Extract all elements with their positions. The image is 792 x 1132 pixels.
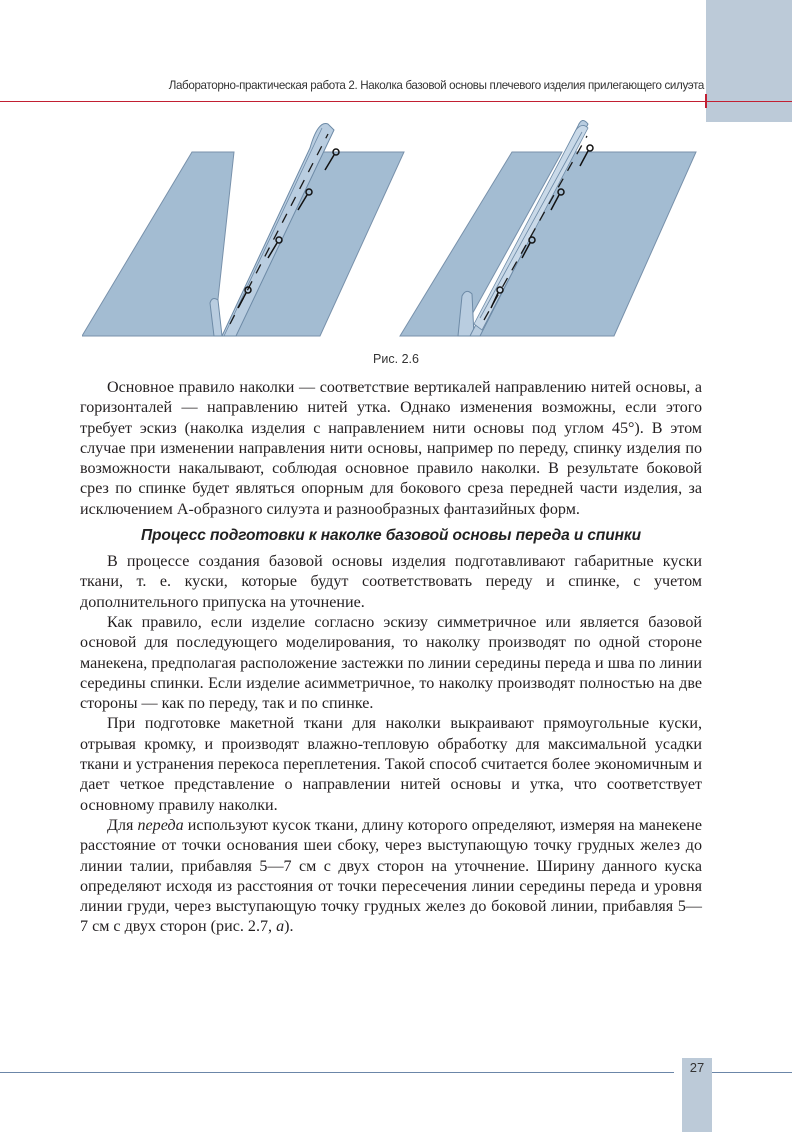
fabric-right-panel — [400, 120, 696, 336]
p5-start: Для — [107, 816, 138, 834]
figure-caption: Рис. 2.6 — [373, 352, 419, 366]
corner-tab — [706, 0, 792, 122]
section-heading: Процесс подготовки к наколке базовой основы переда и спинки — [140, 527, 642, 545]
fabric-left-panel — [82, 124, 404, 337]
page-number: 27 — [689, 1060, 705, 1075]
paragraph-3: Как правило, если изделие согласно эскизу симметричное или является базовой основой для последующего моделирования, то наколку производят по одной стороне манекена, предполагая расположение застежки по линии середины переда и шва по линии середины спинки. Если изделие асимметричное, то наколку производят полностью на две стороны — как по переду, так и по спинке. — [80, 613, 702, 713]
p5-end: ). — [284, 918, 294, 936]
body-text — [80, 378, 702, 938]
figure-2-6 — [82, 118, 702, 348]
header-tick — [705, 94, 707, 108]
p5-mid: используют кусок ткани, длину которого определяют, измеряя на манекене расстояние от точки основания шеи сбоку, через выступающую точку грудных желез до линии талии, прибавляя 5—7 см с двух сторон на уточнение. Ширину данного куска определяют исходя из расстояния от точки пересечения линии середины переда и уровня линии груди, через выступающую точку грудных желез до боковой линии, прибавляя 5—7 см с двух сторон (рис. 2.7, — [80, 816, 702, 936]
footer-rule-right — [712, 1072, 792, 1073]
header-rule — [0, 101, 706, 102]
paragraph-1: Основное правило наколки — соответствие вертикалей направлению нитей основы, а горизонталей — направлению нитей утка. Однако изменения возможны, если этого требует эскиз (наколка изделия с направлением нити основы под углом 45°). В этом случае при изменении направления нити основы, например по переду, спинку изделия по возможности накалывают, соблюдая основное правило наколки. В результате боковой срез по спинке будет являться опорным для бокового среза передней части изделия, за исключением А-образного силуэта и разнообразных фантазийных форм. — [80, 379, 702, 518]
p5-emphasis-2: а — [276, 918, 285, 936]
running-header: Лабораторно-практическая работа 2. Наколка базовой основы плечевого изделия прилегающего силуэта — [168, 79, 704, 92]
footer-rule — [0, 1072, 674, 1073]
paragraph-4: При подготовке макетной ткани для наколки выкраивают прямоугольные куски, отрывая кромку, и производят влажно-тепловую обработку для максимальной усадки ткани и устранения перекоса переплетения. Такой способ считается более экономичным и дает четкое представление о направлении нитей основы и утка, что соответствует основному правилу наколки. — [80, 715, 702, 814]
paragraph-5 — [80, 816, 702, 938]
header-rule-right — [706, 101, 792, 102]
p5-emphasis: переда — [137, 816, 184, 834]
paragraph-2: В процессе создания базовой основы изделия подготавливают габаритные куски ткани, т. е. куски, которые будут соответствовать переду и спинке, с учетом дополнительного припуска на уточнение. — [80, 553, 702, 611]
